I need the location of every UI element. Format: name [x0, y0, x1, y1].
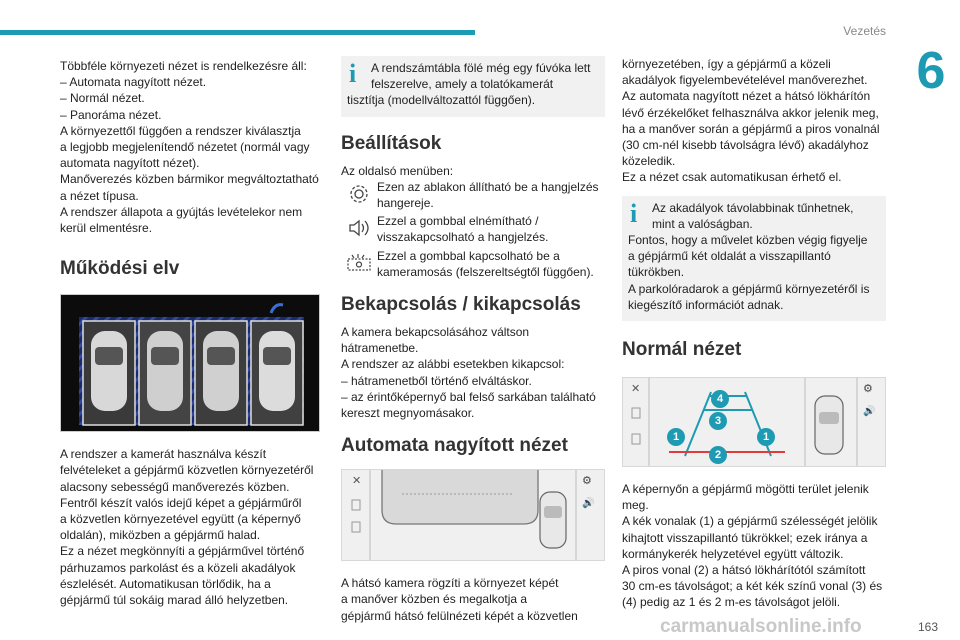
heading-auto-zoom: Automata nagyított nézet [341, 435, 568, 457]
text-line: Az akadályok távolabbinak tűnhetnek, [652, 200, 854, 215]
text-line: – Automata nagyított nézet. [60, 75, 207, 90]
page-number: 163 [917, 620, 938, 634]
text-line: Fontos, hogy a művelet közben végig figyelje [628, 233, 868, 248]
info-box-nozzle [341, 56, 605, 117]
text-line: közeledik. [622, 154, 676, 169]
text-line: A hátsó kamera rögzíti a környezet képét [341, 576, 559, 591]
auto-zoom-text [341, 575, 605, 624]
overhead-parking-image [61, 295, 320, 432]
speaker-icon [341, 213, 377, 243]
normal-view-screen-illustration [622, 377, 886, 467]
text-line: mint a valóságban. [652, 216, 753, 231]
header-accent-bar [0, 30, 475, 35]
text-line: gépjármű hátsó felülnézeti képét a közvetlen [341, 608, 578, 623]
text-line: A rendszer állapota a gyújtás levételekor nem [60, 204, 303, 219]
text-line: kameramosás (felszereltségtől függően). [377, 264, 594, 279]
settings-item-camera-wash [341, 248, 605, 280]
text-line: kormánykerék helyzetével együtt változik. [622, 546, 844, 561]
callout-3: 3 [709, 412, 727, 430]
text-line: Az automata nagyított nézet a hátsó lökhárítón [622, 89, 871, 104]
callout-2: 2 [709, 446, 727, 464]
auto-zoom-diagram [342, 470, 604, 560]
text-line: 30 cm-es távolságot; a két kék színű vonal (3) és [622, 579, 883, 594]
normal-view-diagram [623, 378, 885, 466]
auto-zoom-screen-illustration [341, 469, 605, 561]
text-line: Az oldalsó menüben: [341, 163, 454, 178]
text-line: – Panoráma nézet. [60, 107, 162, 122]
text-line: kiegészítő információt adnak. [628, 297, 784, 312]
text-line: tükrökben. [628, 265, 685, 280]
text-line: meg. [622, 498, 649, 513]
text-line: a közvetlen környezetével együtt (a képernyő [60, 512, 301, 527]
heading-normal-view: Normál nézet [622, 339, 742, 361]
text-line: Ezzel a gombbal kapcsolható be a [377, 248, 560, 263]
settings-item-volume [341, 179, 605, 211]
text-line: kereszt megnyomásakor. [341, 406, 475, 421]
column-1 [60, 58, 324, 608]
heading-operation: Működési elv [60, 258, 180, 280]
text-line: Ezzel a gombbal elnémítható / [377, 214, 539, 229]
text-line: (4) pedig az 1 és 2 m-es távolságot jelöli. [622, 595, 841, 610]
callout-1-right: 1 [757, 428, 775, 446]
text-line: visszakapcsolható a hangjelzés. [377, 230, 549, 245]
column-3 [622, 56, 886, 611]
text-line: Ez a nézet megkönnyíti a gépjárművel történő [60, 544, 305, 559]
text-line: felszerelve, amely a tolatókamerát [371, 77, 554, 92]
auto-zoom-text-continued [622, 56, 886, 186]
info-icon: i [349, 59, 357, 88]
watermark: carmanualsonline.info [660, 616, 862, 637]
settings-item-mute [341, 213, 605, 245]
camera-icon [341, 248, 377, 278]
heading-on-off: Bekapcsolás / kikapcsolás [341, 294, 581, 316]
intro-text [60, 58, 324, 236]
callout-4: 4 [711, 390, 729, 408]
text-line: észlelését. Automatikusan törlődik, ha a [60, 576, 271, 591]
text-line: hangereje. [377, 196, 434, 211]
svg-text:✕: ✕ [352, 474, 362, 488]
callout-1-left: 1 [667, 428, 685, 446]
text-line: kihajtott visszapillantó tükrökkel; ezek iránya a [622, 530, 868, 545]
text-line: Ezen az ablakon állítható be a hangjelzés [377, 179, 599, 194]
text-line: A piros vonal (2) a hátsó lökhárítótól számított [622, 563, 866, 578]
text-line: oldalán), miközben a gépjármű halad. [60, 528, 261, 543]
text-line: párhuzamos parkolást és a közeli akadályok [60, 560, 296, 575]
section-name: Vezetés [843, 24, 886, 38]
text-line: A kamera bekapcsolásához váltson [341, 325, 530, 340]
text-line: A rendszer az alábbi esetekben kikapcsol: [341, 357, 565, 372]
text-line: a nézet típusa. [60, 188, 139, 203]
column-2 [341, 56, 605, 624]
text-line: kerül elmentésre. [60, 221, 153, 236]
info-icon: i [630, 198, 638, 228]
text-line: akadályok figyelembevételével manőverezhet. [622, 73, 868, 88]
text-line: Többféle környezeti nézet is rendelkezésre áll: [60, 59, 307, 73]
text-line: A környezettől függően a rendszer kiválasztja [60, 123, 301, 138]
text-line: lévő érzékelőket felhasználva akkor jelenik meg, [622, 105, 879, 120]
text-line: környezetében, így a gépjármű a közeli [622, 57, 831, 71]
text-line: gépjármű túl sokáig marad álló helyzetben. [60, 593, 289, 608]
text-line: A rendszámtábla fölé még egy fúvóka lett [371, 61, 591, 75]
text-line: a legjobb megjelenítendő nézetet (normál vagy [60, 140, 310, 155]
svg-text:⚙: ⚙ [863, 382, 873, 396]
normal-view-text [622, 481, 886, 611]
text-line: felvételeket a gépjármű közvetlen környezetéről [60, 463, 314, 478]
camera-view-illustration [60, 294, 320, 432]
svg-text:🔊: 🔊 [582, 498, 595, 510]
text-line: – Normál nézet. [60, 91, 145, 106]
info-box-obstacles [622, 196, 886, 321]
svg-text:✕: ✕ [631, 382, 641, 396]
operation-text [60, 446, 324, 608]
text-line: automata nagyított nézet). [60, 156, 200, 171]
gear-icon [341, 179, 377, 209]
text-line: – az érintőképernyő bal felső sarkában található [341, 389, 596, 404]
text-line: A rendszer a kamerát használva készít [60, 447, 267, 462]
text-line: (30 cm-nél kisebb távolságra lévő) akadályhoz [622, 138, 869, 153]
text-line: a manőver közben és megalkotja a [341, 592, 528, 607]
heading-settings: Beállítások [341, 132, 442, 154]
text-line: a gépjármű két oldalát a visszapillantó [628, 249, 831, 264]
chapter-number: 6 [902, 42, 960, 100]
svg-text:⚙: ⚙ [582, 474, 592, 488]
text-line: hátramenetbe. [341, 341, 419, 356]
text-line: ha a manőver során a gépjármű a piros vonalnál [622, 121, 880, 136]
svg-text:🔊: 🔊 [863, 406, 876, 418]
text-line: A képernyőn a gépjármű mögötti terület jelenik [622, 482, 869, 497]
text-line: Ez a nézet csak automatikusan érhető el. [622, 170, 842, 185]
text-line: A kék vonalak (1) a gépjármű szélességét jelölik [622, 514, 878, 529]
text-line: alacsony sebességű manőverezés közben. [60, 479, 290, 494]
text-line: tisztítja (modellváltozattól függően). [347, 93, 536, 108]
text-line: Manőverezés közben bármikor megváltoztatható [60, 172, 319, 187]
text-line: A parkolóradarok a gépjármű környezetéről is [628, 281, 870, 296]
text-line: Fentről készít valós idejű képet a gépjárműről [60, 495, 302, 510]
on-off-text [341, 324, 605, 421]
text-line: – hátramenetből történő elváltáskor. [341, 373, 532, 388]
